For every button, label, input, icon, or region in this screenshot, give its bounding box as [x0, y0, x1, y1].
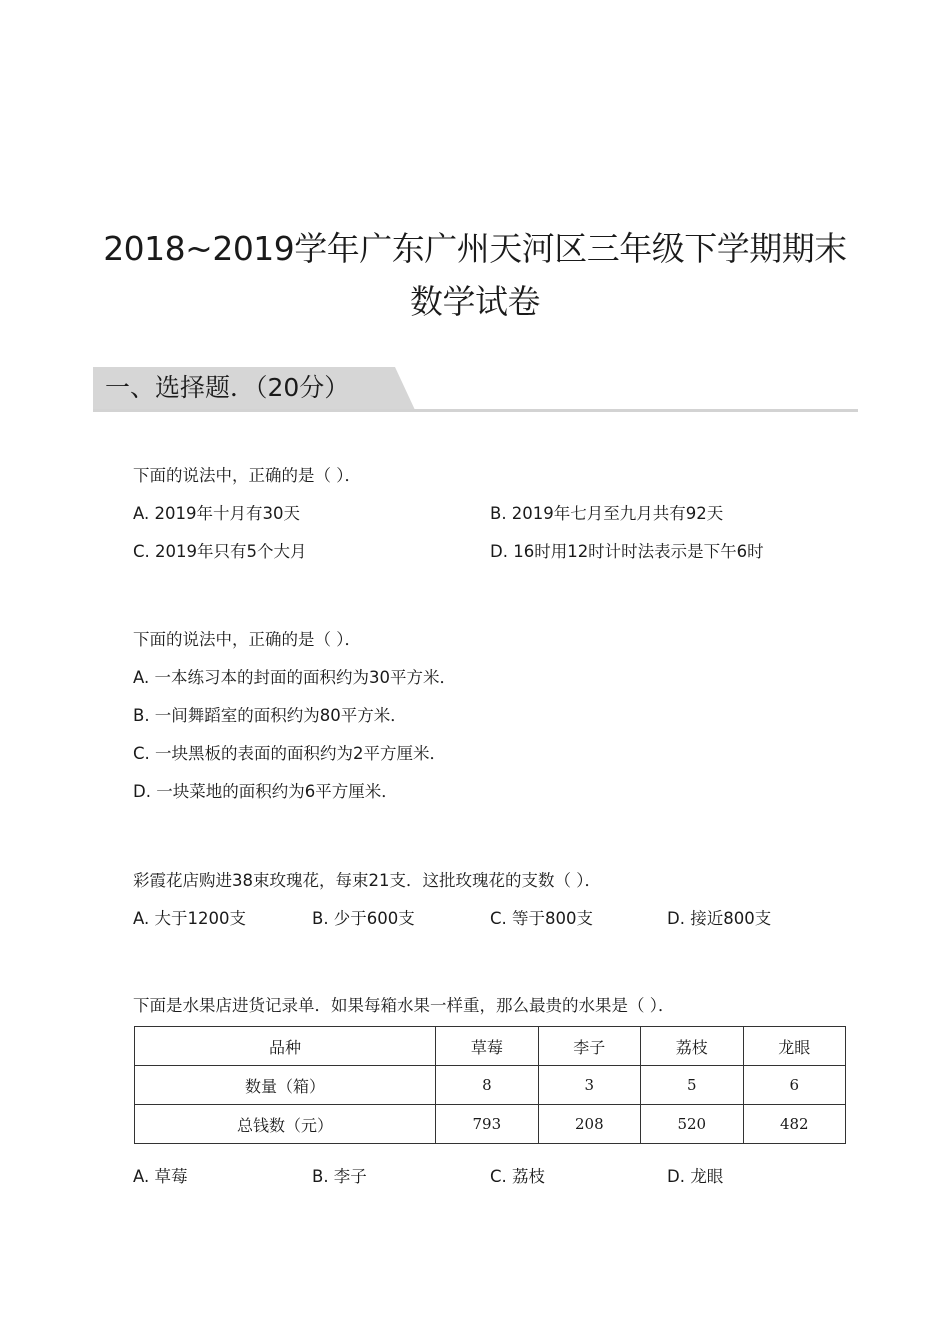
table-header-cell: 草莓 [436, 1027, 538, 1066]
question-3-option-a[interactable]: A. 大于1200支 [133, 909, 246, 928]
question-2-option-c[interactable]: C. 一块黑板的表面的面积约为2平方厘米． [133, 744, 447, 763]
table-row-label: 数量（箱） [135, 1066, 436, 1105]
table-header-cell: 龙眼 [743, 1027, 845, 1066]
question-4-stem: 下面是水果店进货记录单．如果每箱水果一样重，那么最贵的水果是（ ）． [133, 996, 675, 1015]
question-1-option-c[interactable]: C. 2019年只有5个大月 [133, 542, 307, 561]
question-1-option-d[interactable]: D. 16时用12时计时法表示是下午6时 [490, 542, 764, 561]
table-header-cell: 荔枝 [641, 1027, 743, 1066]
title-line-2: 数学试卷 [410, 282, 540, 321]
table-cell: 5 [641, 1066, 743, 1105]
question-1-option-a[interactable]: A. 2019年十月有30天 [133, 504, 300, 523]
question-3-option-d[interactable]: D. 接近800支 [667, 909, 772, 928]
fruit-purchase-table [134, 1026, 846, 1144]
title-line-1: 2018~2019学年广东广州天河区三年级下学期期末 [103, 229, 847, 268]
question-2-option-d[interactable]: D. 一块菜地的面积约为6平方厘米． [133, 782, 398, 801]
table-cell: 6 [743, 1066, 845, 1105]
table-header-cell: 品种 [135, 1027, 436, 1066]
section-header-label: 一、选择题．（20分） [105, 373, 350, 402]
table-cell: 208 [538, 1105, 640, 1144]
question-3-option-b[interactable]: B. 少于600支 [312, 909, 415, 928]
table-row-label: 总钱数（元） [135, 1105, 436, 1144]
table-cell: 482 [743, 1105, 845, 1144]
table-cell: 793 [436, 1105, 538, 1144]
question-4-option-c[interactable]: C. 荔枝 [490, 1167, 546, 1186]
question-2-stem: 下面的说法中，正确的是（ ）． [133, 630, 361, 649]
table-row [135, 1066, 846, 1105]
table-header-cell: 李子 [538, 1027, 640, 1066]
table-row [135, 1105, 846, 1144]
question-2-option-a[interactable]: A. 一本练习本的封面的面积约为30平方米． [133, 668, 456, 687]
table-cell: 3 [538, 1066, 640, 1105]
question-3-stem: 彩霞花店购进38束玫瑰花，每束21支．这批玫瑰花的支数（ ）． [133, 871, 601, 890]
document-title [60, 222, 890, 328]
section-header-rule [93, 409, 858, 412]
question-4-option-a[interactable]: A. 草莓 [133, 1167, 188, 1186]
question-1-option-b[interactable]: B. 2019年七月至九月共有92天 [490, 504, 724, 523]
question-1-stem: 下面的说法中，正确的是（ ）． [133, 466, 361, 485]
section-header [93, 367, 858, 412]
table-cell: 520 [641, 1105, 743, 1144]
question-4-option-b[interactable]: B. 李子 [312, 1167, 367, 1186]
question-2-option-b[interactable]: B. 一间舞蹈室的面积约为80平方米． [133, 706, 407, 725]
question-4-option-d[interactable]: D. 龙眼 [667, 1167, 724, 1186]
question-3-option-c[interactable]: C. 等于800支 [490, 909, 594, 928]
table-header-row [135, 1027, 846, 1066]
table-cell: 8 [436, 1066, 538, 1105]
